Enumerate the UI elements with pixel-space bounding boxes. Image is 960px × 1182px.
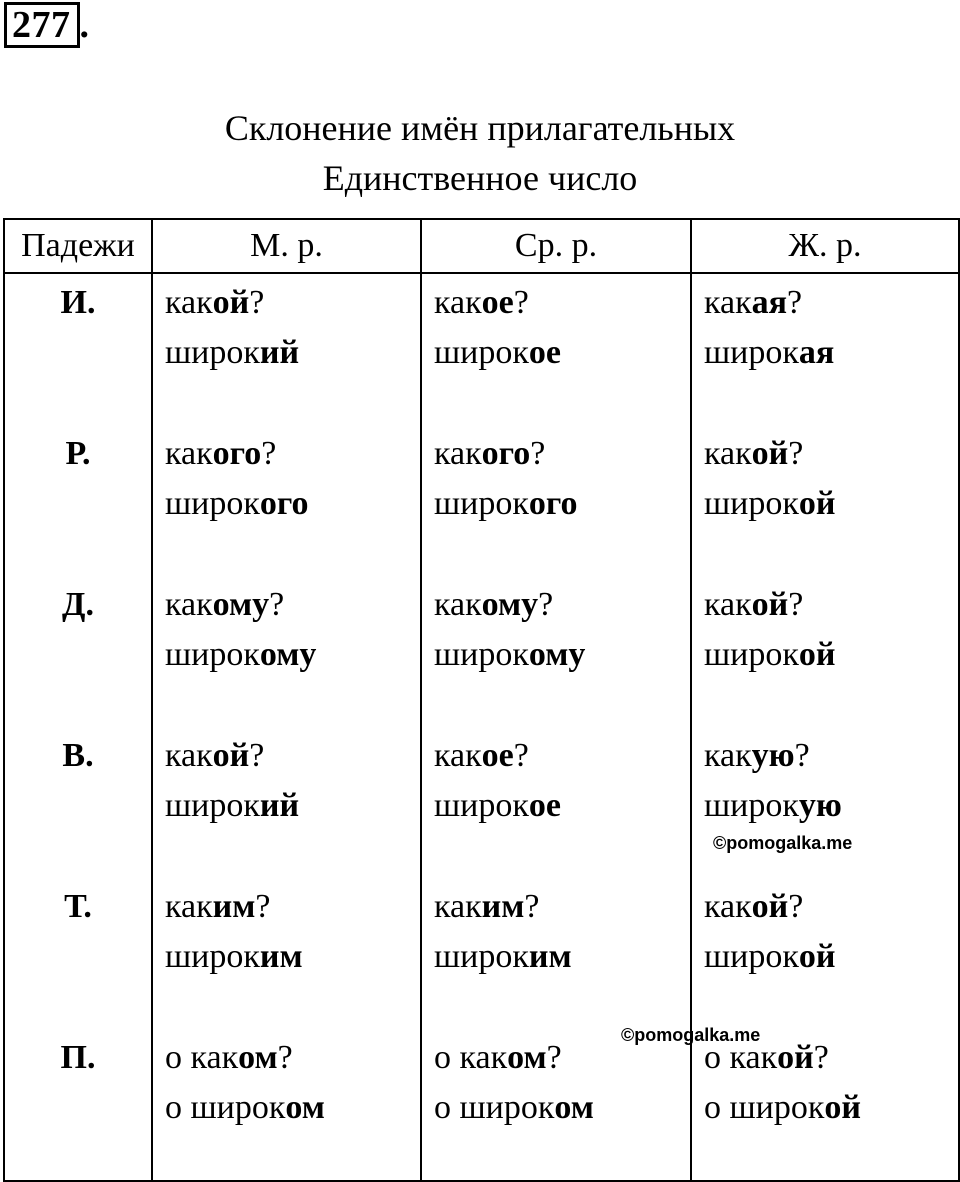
word-ending: им <box>528 938 572 975</box>
question-mark: ? <box>513 737 529 774</box>
declension-entry <box>434 576 690 727</box>
word-ending: им <box>212 888 256 925</box>
word-stem: широк <box>704 334 799 371</box>
word-ending: ой <box>751 586 789 623</box>
header-row <box>4 219 959 273</box>
word-ending: ого <box>528 485 578 522</box>
word-stem: как <box>434 737 482 774</box>
exercise-number <box>4 2 90 48</box>
header-cases: Падежи <box>4 219 152 273</box>
word-ending: ом <box>507 1039 547 1076</box>
word-stem: как <box>190 1039 239 1076</box>
word-ending: ого <box>212 435 262 472</box>
word-stem: как <box>165 284 213 321</box>
word-ending: им <box>259 938 303 975</box>
case-label: Т. <box>64 888 92 925</box>
declension-entry <box>165 274 420 425</box>
question-mark: ? <box>788 435 804 472</box>
declension-entry <box>434 878 690 1029</box>
example-word <box>165 781 420 831</box>
word-stem: как <box>165 586 213 623</box>
preposition: о <box>434 1089 460 1126</box>
word-ending: ая <box>751 284 788 321</box>
example-word <box>165 932 420 982</box>
word-ending: ой <box>212 737 250 774</box>
word-stem: как <box>165 888 213 925</box>
word-stem: как <box>704 284 752 321</box>
example-word <box>434 479 690 529</box>
example-word <box>165 1083 420 1133</box>
preposition: о <box>434 1039 460 1076</box>
word-ending: ой <box>824 1089 861 1126</box>
word-ending: ому <box>212 586 270 623</box>
word-ending: ого <box>481 435 531 472</box>
question-mark: ? <box>787 284 803 321</box>
word-stem: широк <box>704 938 799 975</box>
word-stem: как <box>165 435 213 472</box>
word-stem: широк <box>729 1089 825 1126</box>
question-word <box>165 429 420 479</box>
word-ending: ой <box>212 284 250 321</box>
question-word <box>704 278 958 328</box>
word-stem: широк <box>165 485 260 522</box>
declension-entry <box>704 727 958 878</box>
word-ending: ое <box>481 737 514 774</box>
question-word <box>165 882 420 932</box>
word-stem: широк <box>165 787 260 824</box>
declension-entry <box>704 1029 958 1180</box>
word-stem: как <box>165 737 213 774</box>
example-word <box>434 630 690 680</box>
word-ending: ой <box>751 435 789 472</box>
question-mark: ? <box>530 435 546 472</box>
declension-entry <box>704 425 958 576</box>
preposition: о <box>704 1039 730 1076</box>
word-ending: ом <box>238 1039 278 1076</box>
question-mark: ? <box>277 1039 293 1076</box>
case-label: И. <box>60 284 96 321</box>
declension-entry <box>165 576 420 727</box>
question-mark: ? <box>513 284 529 321</box>
question-word <box>704 580 958 630</box>
watermark: ©pomogalka.me <box>621 1025 761 1045</box>
declension-entry <box>165 727 420 878</box>
question-mark: ? <box>794 737 810 774</box>
word-stem: широк <box>704 636 799 673</box>
word-stem: как <box>704 888 752 925</box>
word-stem: как <box>729 1039 778 1076</box>
word-stem: широк <box>459 1089 555 1126</box>
title-line-1: Склонение имён прилагательных <box>224 108 736 148</box>
declension-entry <box>165 878 420 1029</box>
word-stem: широк <box>190 1089 286 1126</box>
word-stem: как <box>434 284 482 321</box>
question-word <box>434 731 690 781</box>
word-ending: ому <box>481 586 539 623</box>
word-stem: как <box>704 586 752 623</box>
cases-column <box>4 273 152 1181</box>
word-ending: ое <box>528 334 561 371</box>
example-word <box>434 932 690 982</box>
word-stem: как <box>459 1039 508 1076</box>
word-ending: ом <box>285 1089 325 1126</box>
word-ending: ое <box>528 787 561 824</box>
word-ending: ую <box>798 787 842 824</box>
question-word <box>434 580 690 630</box>
case-label: Д. <box>62 586 94 623</box>
title-line-2: Единственное число <box>322 158 638 198</box>
question-mark: ? <box>538 586 554 623</box>
word-ending: ого <box>259 485 309 522</box>
word-ending: ой <box>798 636 836 673</box>
question-word <box>704 882 958 932</box>
question-mark: ? <box>788 888 804 925</box>
example-word <box>165 630 420 680</box>
word-stem: как <box>704 435 752 472</box>
declension-table <box>3 218 960 1182</box>
word-stem: как <box>434 586 482 623</box>
question-word <box>165 580 420 630</box>
watermark: ©pomogalka.me <box>713 833 853 853</box>
example-word <box>704 932 958 982</box>
declension-entry <box>434 1029 690 1180</box>
question-mark: ? <box>546 1039 562 1076</box>
word-stem: широк <box>434 636 529 673</box>
header-masculine: М. р. <box>152 219 421 273</box>
question-mark: ? <box>261 435 277 472</box>
question-word <box>704 731 958 781</box>
word-stem: как <box>434 435 482 472</box>
example-word <box>165 479 420 529</box>
question-word <box>165 731 420 781</box>
example-word <box>704 479 958 529</box>
case-label: В. <box>62 737 94 774</box>
word-stem: широк <box>434 787 529 824</box>
question-mark: ? <box>249 284 265 321</box>
declension-entry <box>434 274 690 425</box>
question-word <box>704 429 958 479</box>
declension-entry <box>704 576 958 727</box>
word-ending: ий <box>259 787 300 824</box>
masculine-column <box>152 273 421 1181</box>
word-stem: как <box>434 888 482 925</box>
question-mark: ? <box>269 586 285 623</box>
example-word <box>434 328 690 378</box>
word-ending: ой <box>798 938 836 975</box>
example-word <box>434 781 690 831</box>
question-mark: ? <box>249 737 265 774</box>
question-mark: ? <box>788 586 804 623</box>
example-word <box>704 1083 958 1133</box>
header-neuter: Ср. р. <box>421 219 691 273</box>
word-stem: широк <box>704 787 799 824</box>
question-word <box>434 278 690 328</box>
word-stem: широк <box>165 636 260 673</box>
preposition: о <box>704 1089 730 1126</box>
word-ending: ий <box>259 334 300 371</box>
example-word <box>434 1083 690 1133</box>
preposition: о <box>165 1089 191 1126</box>
exercise-number-box: 277 <box>4 2 80 48</box>
question-word <box>434 882 690 932</box>
word-stem: как <box>704 737 752 774</box>
example-word <box>704 630 958 680</box>
declension-entry <box>704 878 958 1029</box>
word-stem: широк <box>704 485 799 522</box>
word-stem: широк <box>434 485 529 522</box>
question-word <box>434 429 690 479</box>
example-word <box>704 781 958 831</box>
word-ending: ому <box>259 636 317 673</box>
word-ending: ой <box>777 1039 814 1076</box>
example-word <box>165 328 420 378</box>
word-ending: ой <box>798 485 836 522</box>
declension-entry <box>434 727 690 878</box>
question-word <box>165 1033 420 1083</box>
exercise-number-dot: . <box>79 4 90 46</box>
word-stem: широк <box>165 334 260 371</box>
word-ending: ой <box>751 888 789 925</box>
declension-entry <box>165 1029 420 1180</box>
case-label: П. <box>60 1039 96 1076</box>
example-word <box>704 328 958 378</box>
word-ending: ая <box>798 334 835 371</box>
word-stem: широк <box>434 334 529 371</box>
word-ending: ом <box>554 1089 594 1126</box>
word-ending: ую <box>751 737 795 774</box>
word-ending: им <box>481 888 525 925</box>
declension-entry <box>165 425 420 576</box>
question-mark: ? <box>255 888 271 925</box>
question-mark: ? <box>524 888 540 925</box>
question-word <box>165 278 420 328</box>
preposition: о <box>165 1039 191 1076</box>
word-ending: ое <box>481 284 514 321</box>
word-stem: широк <box>165 938 260 975</box>
case-label: Р. <box>65 435 91 472</box>
body-row <box>4 273 959 1181</box>
header-feminine: Ж. р. <box>691 219 959 273</box>
word-ending: ому <box>528 636 586 673</box>
word-stem: широк <box>434 938 529 975</box>
declension-entry <box>434 425 690 576</box>
question-mark: ? <box>813 1039 829 1076</box>
declension-entry <box>704 274 958 425</box>
